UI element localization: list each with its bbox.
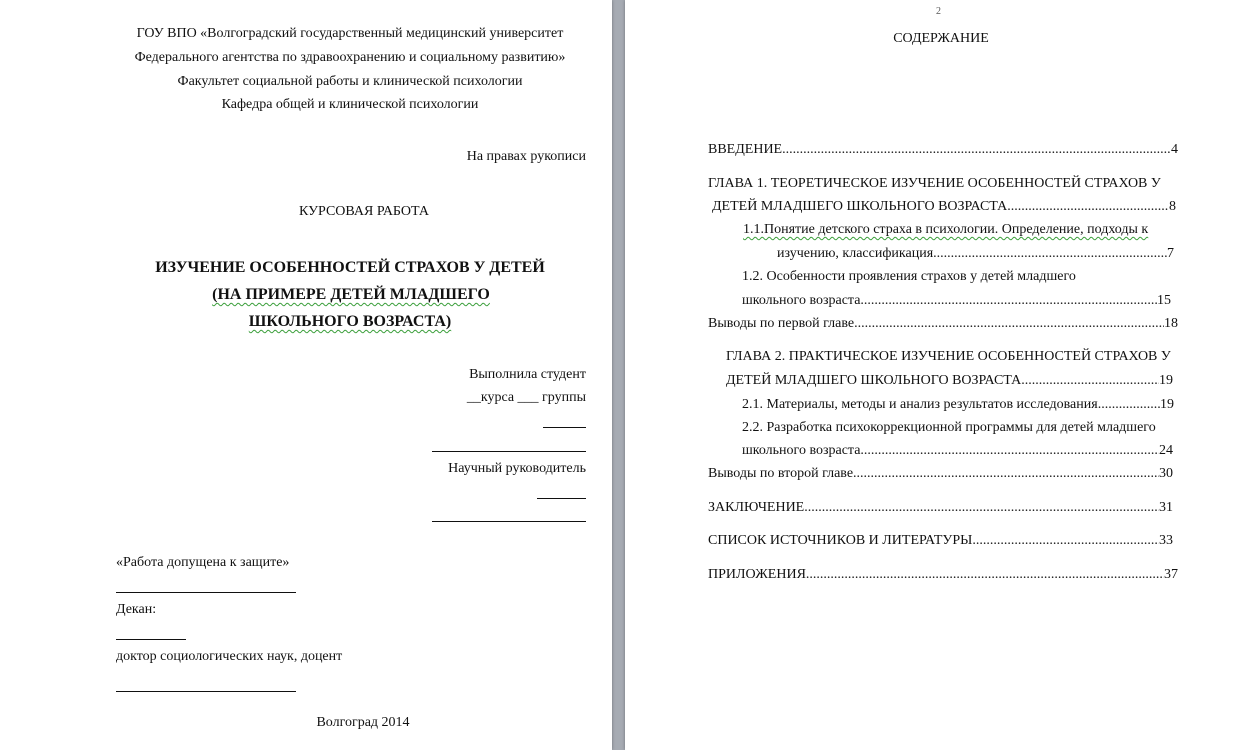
student-label: Выполнила студент	[469, 367, 586, 382]
toc-entry-page: 31	[1159, 500, 1173, 515]
supervisor-signature-line	[432, 521, 586, 522]
toc-entry-text: школьного возраста	[742, 293, 861, 308]
toc-entry-page: 19	[1160, 397, 1174, 412]
page-number: 2	[936, 6, 941, 17]
toc-entry-conclusion[interactable]	[708, 499, 1173, 516]
toc-entry-page: 30	[1159, 466, 1173, 481]
title-line-2: (НА ПРИМЕРЕ ДЕТЕЙ МЛАДШЕГО	[212, 286, 490, 303]
contents-heading: СОДЕРЖАНИЕ	[893, 31, 989, 46]
toc-entry-text: 2.1. Материалы, методы и анализ результатов исследования	[742, 397, 1098, 412]
city-year: Волгоград 2014	[316, 715, 410, 730]
dean-label: Декан:	[116, 602, 157, 617]
toc-leader	[804, 499, 1159, 516]
toc-leader	[972, 532, 1159, 549]
toc-entry-page: 37	[1164, 567, 1178, 582]
header-line-3: Факультет социальной работы и клинической психологии	[177, 74, 523, 89]
header-line-2: Федерального агентства по здравоохранению и социальному развитию»	[134, 50, 566, 65]
toc-entry-text: ВВЕДЕНИЕ	[708, 142, 783, 157]
toc-entry-page: 8	[1169, 199, 1176, 214]
toc-entry-page: 7	[1167, 246, 1174, 261]
toc-entry-page: 24	[1159, 443, 1173, 458]
toc-entry-page: 4	[1171, 142, 1178, 157]
admitted-signature-line	[116, 592, 296, 593]
toc-entry-text: школьного возраста	[742, 443, 861, 458]
work-type: КУРСОВАЯ РАБОТА	[299, 204, 429, 219]
toc-entry-1-1-line1[interactable]	[743, 221, 1148, 238]
student-signature-line	[432, 451, 586, 452]
toc-entry-1-1[interactable]	[777, 245, 1174, 262]
toc-entry-appendices[interactable]	[708, 566, 1178, 583]
toc-leader	[1098, 396, 1160, 413]
toc-entry-text: 1.1.Понятие детского страха в психологии. Определение, подходы к	[743, 222, 1149, 237]
title-line-2-wrap	[0, 285, 612, 305]
toc-entry-page: 15	[1157, 293, 1171, 308]
dean-degree: доктор социологических наук, доцент	[116, 649, 343, 664]
title-line-3-wrap	[0, 312, 612, 332]
toc-entry-2-2[interactable]	[742, 442, 1173, 459]
toc-leader	[853, 465, 1159, 482]
header-line-4: Кафедра общей и клинической психологии	[221, 97, 479, 112]
toc-entry-chapter1-line1[interactable]: ГЛАВА 1. ТЕОРЕТИЧЕСКОЕ ИЗУЧЕНИЕ ОСОБЕННОСТЕЙ СТРАХОВ У	[708, 176, 1161, 191]
toc-entry-intro[interactable]	[708, 141, 1178, 158]
toc-entry-page: 18	[1164, 316, 1178, 331]
title-line-3: ШКОЛЬНОГО ВОЗРАСТА)	[248, 313, 452, 330]
toc-entry-1-2[interactable]	[742, 292, 1171, 309]
toc-leader	[1021, 372, 1159, 389]
toc-entry-text: Выводы по второй главе	[708, 466, 854, 481]
toc-entry-text: ДЕТЕЙ МЛАДШЕГО ШКОЛЬНОГО ВОЗРАСТА	[712, 199, 1008, 214]
toc-entry-chapter2-line1[interactable]: ГЛАВА 2. ПРАКТИЧЕСКОЕ ИЗУЧЕНИЕ ОСОБЕННОСТЕЙ СТРАХОВ У	[726, 349, 1171, 364]
title-page	[0, 0, 612, 750]
toc-entry-1-2-line1[interactable]: 1.2. Особенности проявления страхов у детей младшего	[742, 269, 1076, 284]
toc-leader	[933, 245, 1167, 262]
toc-entry-text: ЗАКЛЮЧЕНИЕ	[708, 500, 805, 515]
supervisor-name-line	[537, 498, 586, 499]
contents-page	[625, 0, 1237, 750]
dean-name-line	[116, 639, 186, 640]
toc-entry-2-1[interactable]	[742, 396, 1174, 413]
admitted-note: «Работа допущена к защите»	[116, 555, 290, 570]
toc-leader	[782, 141, 1171, 158]
toc-leader	[1007, 198, 1169, 215]
student-name-line	[543, 427, 586, 428]
toc-entry-conclusions2[interactable]	[708, 465, 1173, 482]
toc-entry-page: 19	[1159, 373, 1173, 388]
dean-signature-line	[116, 691, 296, 692]
toc-entry-references[interactable]	[708, 532, 1173, 549]
toc-entry-text: изучению, классификация	[777, 246, 934, 261]
toc-leader	[806, 566, 1164, 583]
toc-entry-chapter2[interactable]	[726, 372, 1173, 389]
toc-leader	[854, 315, 1164, 332]
header-line-1: ГОУ ВПО «Волгоградский государственный медицинский университет	[136, 26, 564, 41]
toc-entry-text: ПРИЛОЖЕНИЯ	[708, 567, 806, 582]
supervisor-label: Научный руководитель	[448, 461, 586, 476]
toc-entry-chapter1[interactable]	[712, 198, 1176, 215]
toc-leader	[860, 292, 1157, 309]
toc-entry-text: СПИСОК ИСТОЧНИКОВ И ЛИТЕРАТУРЫ	[708, 533, 973, 548]
course-group: __курса ___ группы	[466, 390, 586, 405]
toc-entry-text: ДЕТЕЙ МЛАДШЕГО ШКОЛЬНОГО ВОЗРАСТА	[726, 373, 1022, 388]
toc-leader	[860, 442, 1159, 459]
rights-note: На правах рукописи	[466, 149, 586, 164]
toc-entry-2-2-line1[interactable]: 2.2. Разработка психокоррекционной программы для детей младшего	[742, 420, 1156, 435]
toc-entry-text: Выводы по первой главе	[708, 316, 855, 331]
title-line-1: ИЗУЧЕНИЕ ОСОБЕННОСТЕЙ СТРАХОВ У ДЕТЕЙ	[155, 259, 545, 276]
toc-entry-page: 33	[1159, 533, 1173, 548]
toc-entry-conclusions1[interactable]	[708, 315, 1178, 332]
